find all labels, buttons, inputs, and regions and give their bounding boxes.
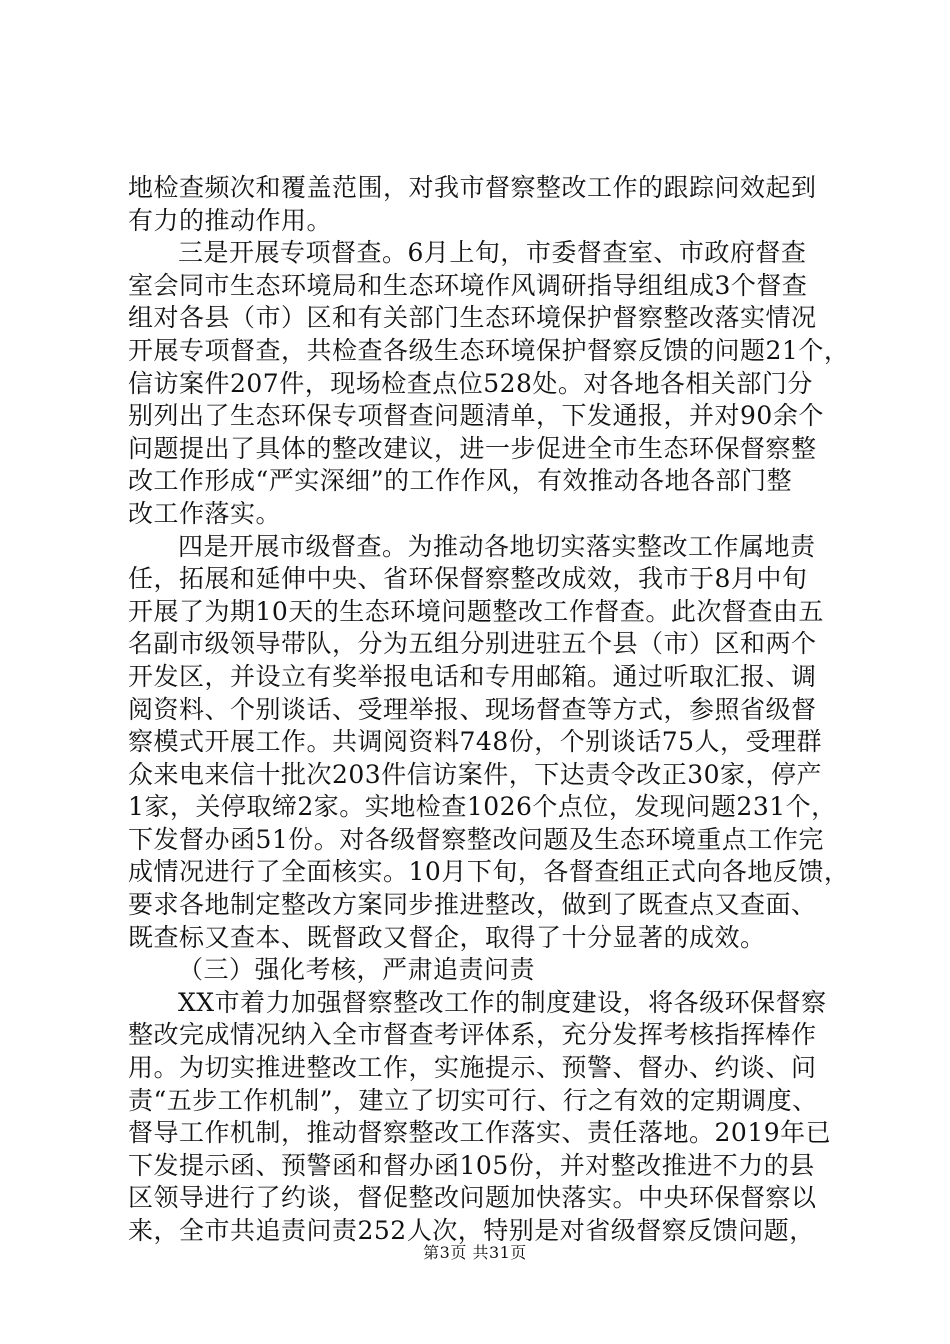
paragraph-line: 四是开展市级督查。为推动各地切实落实整改工作属地责 (178, 531, 816, 561)
paragraph-line: 整改完成情况纳入全市督查考评体系，充分发挥考核指挥棒作 (128, 1020, 817, 1050)
document-body (128, 172, 848, 1248)
paragraph-line: 下发提示函、预警函和督办函105份，并对整改推进不力的县 (128, 1150, 815, 1180)
paragraph-line: 察模式开展工作。共调阅资料748份，个别谈话75人，受理群 (128, 727, 823, 757)
paragraph-line: 责“五步工作机制”，建立了切实可行、行之有效的定期调度、 (128, 1085, 818, 1115)
page-number-footer: 第3页 共31页 (423, 1243, 527, 1262)
paragraph-line: 成情况进行了全面核实。10月下旬，各督查组正式向各地反馈， (128, 857, 850, 887)
paragraph-line: 区领导进行了约谈，督促整改问题加快落实。中央环保督察以 (128, 1183, 817, 1213)
paragraph-line: 下发督办函51份。对各级督察整改问题及生态环境重点工作完 (128, 824, 824, 854)
paragraph-line: XX市着力加强督察整改工作的制度建设，将各级环保督察 (178, 987, 827, 1017)
paragraph-line: 问题提出了具体的整改建议，进一步促进全市生态环保督察整 (128, 433, 817, 463)
paragraph-line: 改工作落实。 (128, 498, 282, 528)
paragraph-line: 有力的推动作用。 (128, 205, 333, 235)
paragraph-line: 来，全市共追责问责252人次，特别是对省级督察反馈问题， (128, 1216, 815, 1245)
paragraph-line: 既查标又查本、既督政又督企，取得了十分显著的成效。 (128, 922, 766, 952)
paragraph-line: 任，拓展和延伸中央、省环保督察整改成效，我市于8月中旬 (128, 564, 808, 594)
paragraph-line: 开展专项督查，共检查各级生态环境保护督察反馈的问题21个， (128, 335, 850, 365)
paragraph-line: 别列出了生态环保专项督查问题清单，下发通报，并对90余个 (128, 401, 824, 431)
paragraph-line: 开发区，并设立有奖举报电话和专用邮箱。通过听取汇报、调 (128, 661, 817, 691)
paragraph-line: 三是开展专项督查。6月上旬，市委督查室、市政府督查 (178, 238, 807, 268)
paragraph-line: 信访案件207件，现场检查点位528处。对各地各相关部门分 (128, 368, 813, 398)
paragraph-line: 督导工作机制，推动督察整改工作落实、责任落地。2019年已 (128, 1118, 832, 1148)
paragraph-line: 众来电来信十批次203件信访案件，下达责令改正30家，停产 (128, 759, 823, 789)
paragraph-line: 名副市级领导带队，分为五组分别进驻五个县（市）区和两个 (128, 629, 817, 659)
paragraph-line: 1家，关停取缔2家。实地检查1026个点位，发现问题231个， (128, 792, 837, 822)
paragraph-line: 组对各县（市）区和有关部门生态环境保护督察整改落实情况 (128, 303, 817, 333)
paragraph-line: 要求各地制定整改方案同步推进整改，做到了既查点又查面、 (128, 890, 817, 920)
paragraph-line: 室会同市生态环境局和生态环境作风调研指导组组成3个督查 (128, 270, 808, 300)
section-heading: （三）强化考核，严肃追责问责 (178, 955, 536, 985)
paragraph-line: 地检查频次和覆盖范围，对我市督察整改工作的跟踪问效起到 (128, 173, 817, 202)
paragraph-line: 用。为切实推进整改工作，实施提示、预警、督办、约谈、问 (128, 1053, 817, 1083)
paragraph-line: 阅资料、个别谈话、受理举报、现场督查等方式，参照省级督 (128, 694, 817, 724)
paragraph-line: 开展了为期10天的生态环境问题整改工作督查。此次督查由五 (128, 596, 824, 626)
paragraph-line: 改工作形成“严实深细”的工作作风，有效推动各地各部门整 (128, 466, 793, 496)
